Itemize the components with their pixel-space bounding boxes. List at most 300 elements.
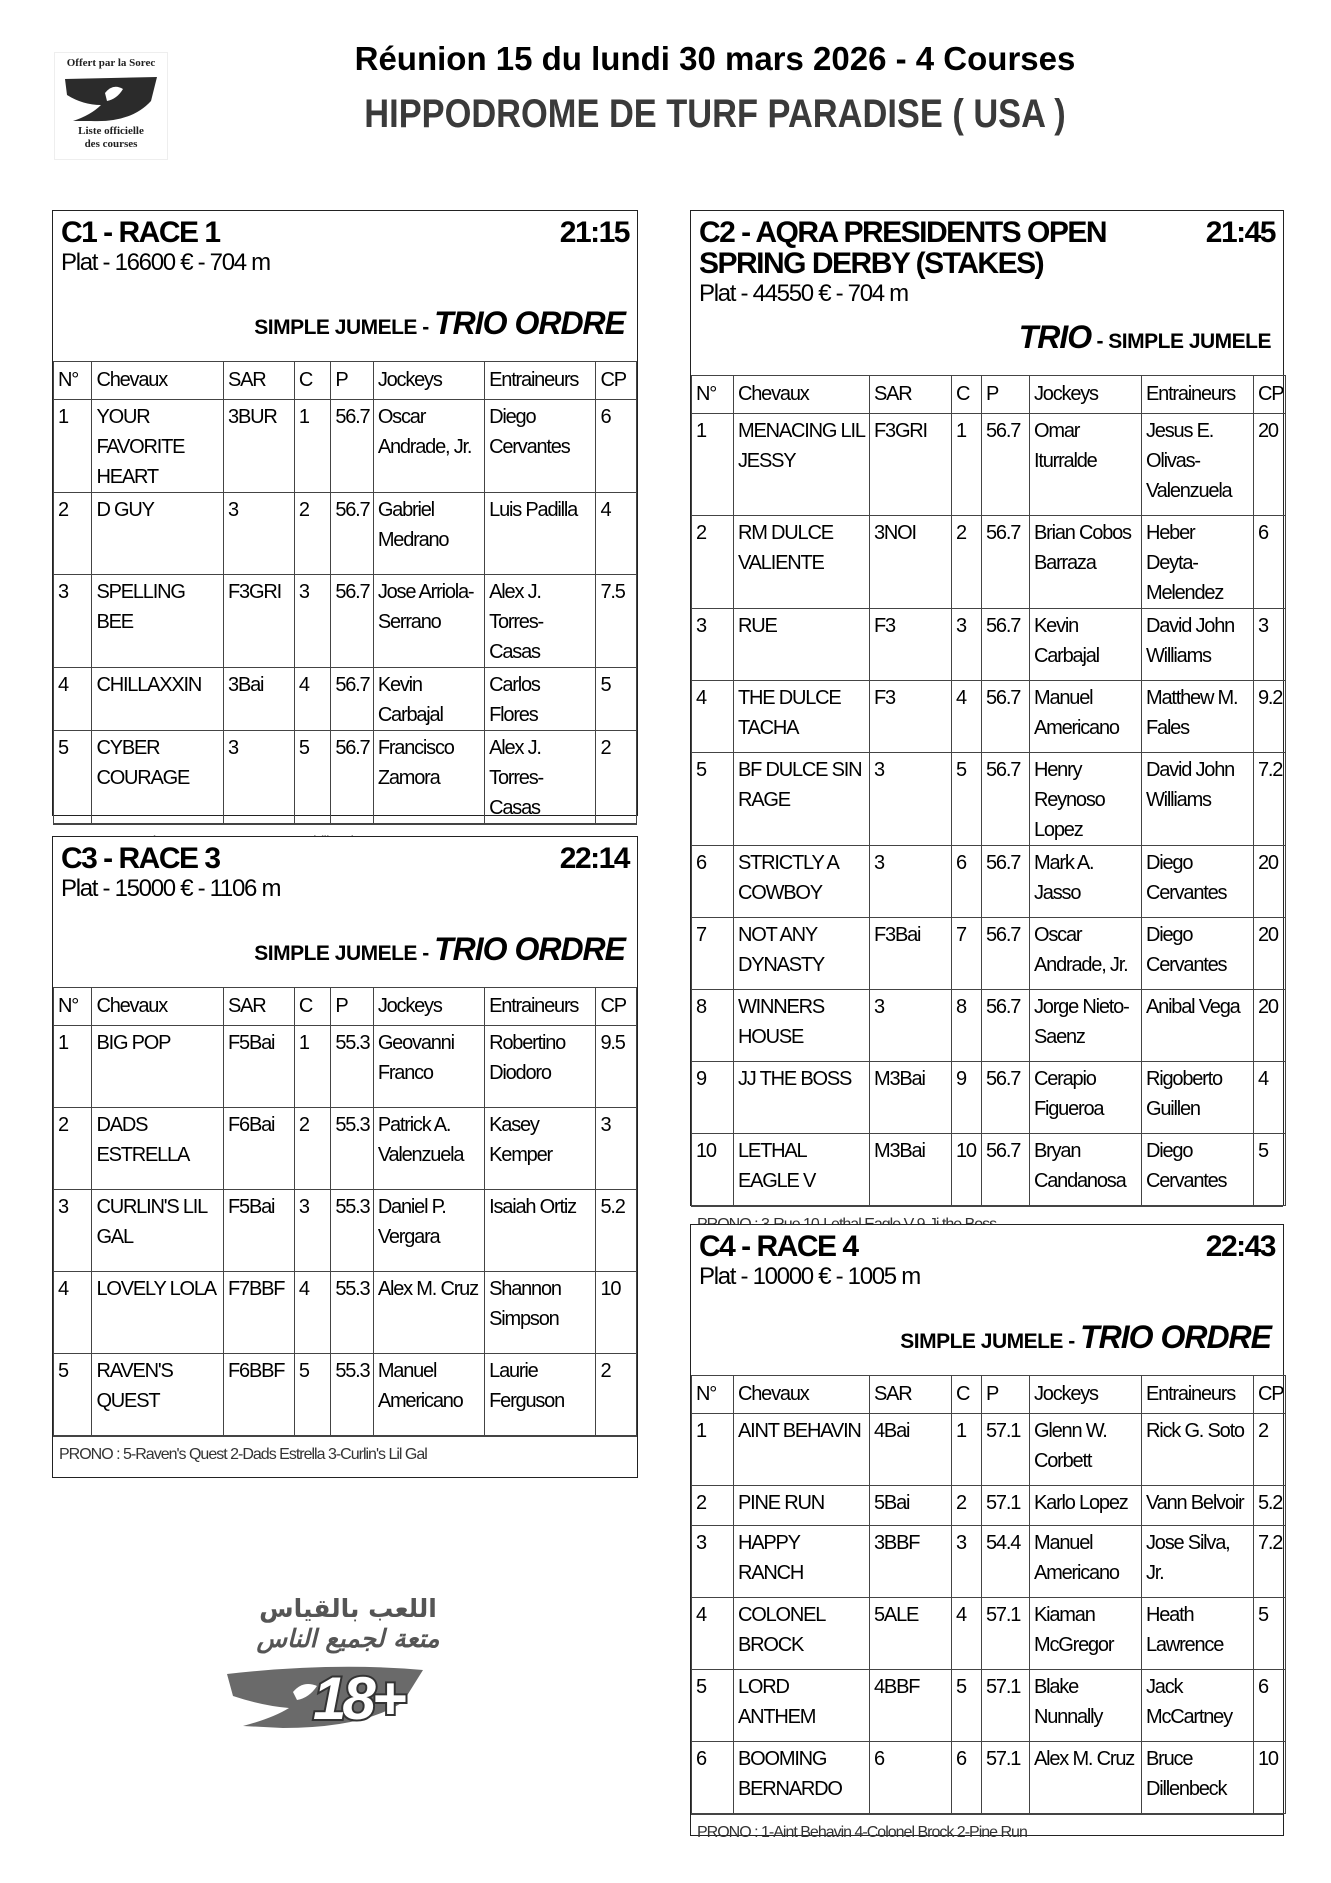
column-header: Jockeys [373, 362, 484, 400]
jockey: Jorge Nieto-Saenz [1030, 990, 1142, 1062]
column-header: N° [692, 1376, 734, 1414]
horse-name: LORD ANTHEM [734, 1670, 870, 1742]
jockey: Blake Nunnally [1030, 1670, 1142, 1742]
arabic-slogan-line-1: اللعب بالقياس [259, 1594, 437, 1623]
runner-number: 4 [54, 1272, 92, 1354]
weight: 57.1 [982, 1598, 1030, 1670]
trainer: Diego Cervantes [1142, 1134, 1254, 1206]
race-header [691, 211, 1283, 375]
horse-name: CHILLAXXIN [92, 668, 224, 731]
runner-number: 1 [692, 1414, 734, 1486]
sex-age-coat: F5Bai [224, 1026, 295, 1108]
table-row [692, 1670, 1286, 1742]
runner-number: 2 [54, 493, 92, 575]
odds: 20 [1254, 846, 1286, 918]
weight: 56.7 [982, 1062, 1030, 1134]
runner-number: 6 [692, 846, 734, 918]
sex-age-coat: 3 [870, 753, 952, 846]
age-limit-badge [223, 1662, 473, 1732]
weight: 56.7 [331, 668, 374, 731]
horse-name: NOT ANY DYNASTY [734, 918, 870, 990]
jockey: Bryan Candanosa [1030, 1134, 1142, 1206]
weight: 55.3 [331, 1108, 374, 1190]
horse-name: SPELLING BEE [92, 575, 224, 668]
table-row [692, 1134, 1286, 1206]
column-header: C [952, 376, 982, 414]
sex-age-coat: 3NOI [870, 516, 952, 609]
runner-number: 2 [692, 516, 734, 609]
weight: 56.7 [331, 493, 374, 575]
table-row [692, 918, 1286, 990]
trainer: Robertino Diodoro [485, 1026, 596, 1108]
column-header: CP [596, 988, 637, 1026]
trainer: Bruce Dillenbeck [1142, 1742, 1254, 1814]
draw: 3 [294, 575, 330, 668]
weight: 56.7 [982, 414, 1030, 516]
runners-table [53, 987, 637, 1436]
race-name: C2 - AQRA PRESIDENTS OPEN SPRING DERBY (STAKES) [699, 216, 1107, 280]
trainer: Anibal Vega [1142, 990, 1254, 1062]
column-header: P [331, 988, 374, 1026]
bet-type-secondary: SIMPLE JUMELE - [900, 1330, 1081, 1353]
horse-name: STRICTLY A COWBOY [734, 846, 870, 918]
jockey: Henry Reynoso Lopez [1030, 753, 1142, 846]
bet-type-main: TRIO ORDRE [434, 305, 625, 341]
odds: 5 [1254, 1134, 1286, 1206]
column-header: Chevaux [734, 376, 870, 414]
sex-age-coat: 3 [870, 846, 952, 918]
table-row [54, 493, 637, 575]
column-header: SAR [224, 362, 295, 400]
weight: 55.3 [331, 1272, 374, 1354]
trainer: Luis Padilla [485, 493, 596, 575]
horse-name: LETHAL EAGLE V [734, 1134, 870, 1206]
weight: 57.1 [982, 1414, 1030, 1486]
table-row [54, 668, 637, 731]
column-header: P [982, 376, 1030, 414]
bet-types [254, 931, 637, 968]
trainer: Diego Cervantes [485, 400, 596, 493]
draw: 4 [952, 681, 982, 753]
jockey: Brian Cobos Barraza [1030, 516, 1142, 609]
trainer: Rick G. Soto [1142, 1414, 1254, 1486]
draw: 6 [952, 1742, 982, 1814]
table-row [54, 1108, 637, 1190]
weight: 57.1 [982, 1742, 1030, 1814]
jockey: Geovanni Franco [373, 1026, 484, 1108]
runner-number: 9 [692, 1062, 734, 1134]
horse-name: RAVEN'S QUEST [92, 1354, 224, 1436]
race-name: C3 - RACE 3 [61, 842, 220, 875]
draw: 3 [952, 1526, 982, 1598]
odds: 7.5 [596, 575, 637, 668]
table-row [54, 1272, 637, 1354]
sex-age-coat: M3Bai [870, 1134, 952, 1206]
table-row [692, 846, 1286, 918]
table-row [54, 1190, 637, 1272]
odds: 3 [1254, 609, 1286, 681]
runners-table [691, 375, 1286, 1206]
odds: 2 [596, 1354, 637, 1436]
column-header: CP [1254, 1376, 1286, 1414]
horse-name: COLONEL BROCK [734, 1598, 870, 1670]
column-header: C [952, 1376, 982, 1414]
runner-number: 4 [54, 668, 92, 731]
trainer: David John Williams [1142, 753, 1254, 846]
trainer: Jose Silva, Jr. [1142, 1526, 1254, 1598]
table-row [54, 731, 637, 824]
horse-name: MENACING LIL JESSY [734, 414, 870, 516]
runner-number: 7 [692, 918, 734, 990]
runner-number: 1 [54, 400, 92, 493]
table-row [692, 1742, 1286, 1814]
column-header: Entraineurs [485, 988, 596, 1026]
race-time: 22:43 [1205, 1230, 1275, 1263]
jockey: Manuel Americano [373, 1354, 484, 1436]
runner-number: 1 [692, 414, 734, 516]
trainer: Heath Lawrence [1142, 1598, 1254, 1670]
column-header: Chevaux [92, 362, 224, 400]
table-header-row [692, 1376, 1286, 1414]
trainer: Laurie Ferguson [485, 1354, 596, 1436]
runner-number: 10 [692, 1134, 734, 1206]
odds: 6 [1254, 1670, 1286, 1742]
runner-number: 3 [692, 609, 734, 681]
jockey: Mark A. Jasso [1030, 846, 1142, 918]
horse-name: D GUY [92, 493, 224, 575]
runner-number: 2 [692, 1486, 734, 1526]
sex-age-coat: F7BBF [224, 1272, 295, 1354]
bet-types [254, 305, 637, 342]
table-row [692, 609, 1286, 681]
horse-name: BIG POP [92, 1026, 224, 1108]
race-conditions: Plat - 44550 € - 704 m [699, 280, 908, 307]
sex-age-coat: 3 [870, 990, 952, 1062]
trainer: Matthew M. Fales [1142, 681, 1254, 753]
jockey: Omar Iturralde [1030, 414, 1142, 516]
bet-types [900, 1319, 1283, 1356]
horse-name: PINE RUN [734, 1486, 870, 1526]
weight: 57.1 [982, 1670, 1030, 1742]
column-header: N° [54, 988, 92, 1026]
table-row [54, 1026, 637, 1108]
sex-age-coat: 5ALE [870, 1598, 952, 1670]
weight: 56.7 [982, 846, 1030, 918]
column-header: Jockeys [1030, 376, 1142, 414]
weight: 55.3 [331, 1190, 374, 1272]
draw: 1 [952, 1414, 982, 1486]
sex-age-coat: F5Bai [224, 1190, 295, 1272]
column-header: Entraineurs [485, 362, 596, 400]
jockey: Oscar Andrade, Jr. [1030, 918, 1142, 990]
trainer: David John Williams [1142, 609, 1254, 681]
trainer: Vann Belvoir [1142, 1486, 1254, 1526]
horse-name: RM DULCE VALIENTE [734, 516, 870, 609]
sex-age-coat: 4BBF [870, 1670, 952, 1742]
odds: 20 [1254, 990, 1286, 1062]
table-row [54, 575, 637, 668]
trainer: Isaiah Ortiz [485, 1190, 596, 1272]
jockey: Karlo Lopez [1030, 1486, 1142, 1526]
trainer: Heber Deyta-Melendez [1142, 516, 1254, 609]
weight: 54.4 [982, 1526, 1030, 1598]
runner-number: 3 [54, 1190, 92, 1272]
jockey: Manuel Americano [1030, 1526, 1142, 1598]
runner-number: 2 [54, 1108, 92, 1190]
horse-name: DADS ESTRELLA [92, 1108, 224, 1190]
table-row [54, 400, 637, 493]
runner-number: 5 [692, 1670, 734, 1742]
weight: 55.3 [331, 1354, 374, 1436]
weight: 56.7 [331, 575, 374, 668]
odds: 6 [596, 400, 637, 493]
trainer: Jack McCartney [1142, 1670, 1254, 1742]
draw: 9 [952, 1062, 982, 1134]
race-card-c4 [690, 1224, 1284, 1841]
odds: 4 [1254, 1062, 1286, 1134]
race-name: C1 - RACE 1 [61, 216, 220, 249]
race-conditions: Plat - 16600 € - 704 m [61, 249, 270, 276]
sex-age-coat: 3 [224, 493, 295, 575]
racecourse-title: HIPPODROME DE TURF PARADISE ( USA ) [364, 92, 1066, 136]
prono-line: PRONO : 1-Aint Behavin 4-Colonel Brock 2-Pine Run [691, 1814, 1283, 1850]
table-row [692, 1062, 1286, 1134]
column-header: C [294, 988, 330, 1026]
draw: 3 [294, 1190, 330, 1272]
horse-name: CYBER COURAGE [92, 731, 224, 824]
weight: 56.7 [331, 731, 374, 824]
runner-number: 4 [692, 681, 734, 753]
runner-number: 3 [692, 1526, 734, 1598]
trainer: Kasey Kemper [485, 1108, 596, 1190]
draw: 5 [294, 1354, 330, 1436]
odds: 5 [596, 668, 637, 731]
runners-table [53, 361, 637, 824]
bet-type-secondary: - SIMPLE JUMELE [1091, 330, 1271, 353]
logo-bottom-text-2: des courses [84, 138, 138, 150]
jockey: Alex M. Cruz [373, 1272, 484, 1354]
column-header: N° [54, 362, 92, 400]
race-card-c2 [690, 210, 1284, 1206]
age-limit-text: 18+ [313, 1665, 403, 1732]
odds: 20 [1254, 414, 1286, 516]
column-header: P [982, 1376, 1030, 1414]
trainer: Alex J. Torres-Casas [485, 575, 596, 668]
sex-age-coat: 3 [224, 731, 295, 824]
column-header: Chevaux [92, 988, 224, 1026]
table-row [692, 1486, 1286, 1526]
column-header: SAR [870, 376, 952, 414]
draw: 6 [952, 846, 982, 918]
odds: 9.5 [596, 1026, 637, 1108]
odds: 4 [596, 493, 637, 575]
race-conditions: Plat - 15000 € - 1106 m [61, 875, 281, 902]
draw: 1 [294, 400, 330, 493]
bet-type-secondary: SIMPLE JUMELE - [254, 942, 435, 965]
table-header-row [54, 362, 637, 400]
race-time: 22:14 [559, 842, 629, 875]
jockey: Kevin Carbajal [1030, 609, 1142, 681]
jockey: Kiaman McGregor [1030, 1598, 1142, 1670]
draw: 5 [952, 753, 982, 846]
bet-type-main: TRIO ORDRE [1080, 1319, 1271, 1355]
odds: 6 [1254, 516, 1286, 609]
jockey: Oscar Andrade, Jr. [373, 400, 484, 493]
draw: 2 [952, 516, 982, 609]
bet-type-secondary: SIMPLE JUMELE - [254, 316, 435, 339]
race-card-c3 [52, 836, 638, 1478]
draw: 8 [952, 990, 982, 1062]
table-row [692, 1598, 1286, 1670]
sex-age-coat: 3BUR [224, 400, 295, 493]
weight: 56.7 [982, 918, 1030, 990]
table-header-row [54, 988, 637, 1026]
race-card-c1 [52, 210, 638, 819]
column-header: Jockeys [373, 988, 484, 1026]
trainer: Carlos Flores [485, 668, 596, 731]
draw: 3 [952, 609, 982, 681]
trainer: Diego Cervantes [1142, 846, 1254, 918]
odds: 5.2 [596, 1190, 637, 1272]
draw: 10 [952, 1134, 982, 1206]
trainer: Jesus E. Olivas-Valenzuela [1142, 414, 1254, 516]
sex-age-coat: F3Bai [870, 918, 952, 990]
sex-age-coat: F6Bai [224, 1108, 295, 1190]
weight: 55.3 [331, 1026, 374, 1108]
table-row [692, 516, 1286, 609]
draw: 7 [952, 918, 982, 990]
horse-name: WINNERS HOUSE [734, 990, 870, 1062]
horse-name: YOUR FAVORITE HEART [92, 400, 224, 493]
runners-table [691, 1375, 1286, 1814]
odds: 10 [596, 1272, 637, 1354]
draw: 5 [294, 731, 330, 824]
runner-number: 8 [692, 990, 734, 1062]
race-time: 21:45 [1205, 216, 1275, 249]
table-row [692, 1414, 1286, 1486]
weight: 56.7 [331, 400, 374, 493]
weight: 56.7 [982, 516, 1030, 609]
column-header: Jockeys [1030, 1376, 1142, 1414]
table-row [692, 990, 1286, 1062]
draw: 5 [952, 1670, 982, 1742]
odds: 7.2 [1254, 1526, 1286, 1598]
jockey: Francisco Zamora [373, 731, 484, 824]
odds: 7.2 [1254, 753, 1286, 846]
trainer: Shannon Simpson [485, 1272, 596, 1354]
column-header: Chevaux [734, 1376, 870, 1414]
sorec-logo [54, 52, 168, 160]
race-name: C4 - RACE 4 [699, 1230, 858, 1263]
prono-line: PRONO : 5-Raven's Quest 2-Dads Estrella 3-Curlin's Lil Gal [53, 1436, 637, 1472]
draw: 2 [294, 1108, 330, 1190]
odds: 10 [1254, 1742, 1286, 1814]
sex-age-coat: M3Bai [870, 1062, 952, 1134]
table-row [692, 681, 1286, 753]
jockey: Glenn W. Corbett [1030, 1414, 1142, 1486]
sex-age-coat: 6 [870, 1742, 952, 1814]
race-header [53, 211, 637, 361]
draw: 2 [952, 1486, 982, 1526]
horse-name: THE DULCE TACHA [734, 681, 870, 753]
column-header: N° [692, 376, 734, 414]
odds: 2 [1254, 1414, 1286, 1486]
race-time: 21:15 [559, 216, 629, 249]
sex-age-coat: 3BBF [870, 1526, 952, 1598]
jockey: Patrick A. Valenzuela [373, 1108, 484, 1190]
draw: 4 [952, 1598, 982, 1670]
runner-number: 5 [54, 1354, 92, 1436]
weight: 57.1 [982, 1486, 1030, 1526]
sex-age-coat: 5Bai [870, 1486, 952, 1526]
odds: 2 [596, 731, 637, 824]
trainer: Diego Cervantes [1142, 918, 1254, 990]
draw: 1 [294, 1026, 330, 1108]
sex-age-coat: 3Bai [224, 668, 295, 731]
runner-number: 6 [692, 1742, 734, 1814]
race-header [53, 837, 637, 987]
trainer: Alex J. Torres-Casas [485, 731, 596, 824]
weight: 56.7 [982, 753, 1030, 846]
horse-name: JJ THE BOSS [734, 1062, 870, 1134]
table-header-row [692, 376, 1286, 414]
jockey: Manuel Americano [1030, 681, 1142, 753]
odds: 20 [1254, 918, 1286, 990]
horse-name: CURLIN'S LIL GAL [92, 1190, 224, 1272]
race-header [691, 1225, 1283, 1375]
sex-age-coat: 4Bai [870, 1414, 952, 1486]
horse-logo-icon [61, 71, 161, 125]
draw: 1 [952, 414, 982, 516]
sex-age-coat: F3GRI [870, 414, 952, 516]
odds: 3 [596, 1108, 637, 1190]
runner-number: 5 [692, 753, 734, 846]
runner-number: 1 [54, 1026, 92, 1108]
jockey: Kevin Carbajal [373, 668, 484, 731]
sex-age-coat: F3GRI [224, 575, 295, 668]
horse-name: AINT BEHAVIN [734, 1414, 870, 1486]
meeting-title: Réunion 15 du lundi 30 mars 2026 - 4 Courses [354, 40, 1076, 77]
column-header: Entraineurs [1142, 1376, 1254, 1414]
sex-age-coat: F6BBF [224, 1354, 295, 1436]
odds: 5.2 [1254, 1486, 1286, 1526]
weight: 56.7 [982, 1134, 1030, 1206]
logo-bottom-text-1: Liste officielle [78, 125, 144, 137]
jockey: Cerapio Figueroa [1030, 1062, 1142, 1134]
weight: 56.7 [982, 990, 1030, 1062]
column-header: C [294, 362, 330, 400]
table-row [692, 1526, 1286, 1598]
sex-age-coat: F3 [870, 681, 952, 753]
trainer: Rigoberto Guillen [1142, 1062, 1254, 1134]
logo-top-text: Offert par la Sorec [66, 57, 156, 69]
race-conditions: Plat - 10000 € - 1005 m [699, 1263, 920, 1290]
table-row [54, 1354, 637, 1436]
bet-type-main: TRIO ORDRE [434, 931, 625, 967]
weight: 56.7 [982, 609, 1030, 681]
table-row [692, 753, 1286, 846]
column-header: CP [1254, 376, 1286, 414]
horse-name: RUE [734, 609, 870, 681]
responsible-gaming-emblem [208, 1594, 488, 1734]
horse-name: BF DULCE SIN RAGE [734, 753, 870, 846]
jockey: Alex M. Cruz [1030, 1742, 1142, 1814]
runner-number: 4 [692, 1598, 734, 1670]
horse-name: BOOMING BERNARDO [734, 1742, 870, 1814]
odds: 5 [1254, 1598, 1286, 1670]
arabic-slogan-line-2: متعة لجميع الناس [256, 1624, 440, 1653]
draw: 2 [294, 493, 330, 575]
